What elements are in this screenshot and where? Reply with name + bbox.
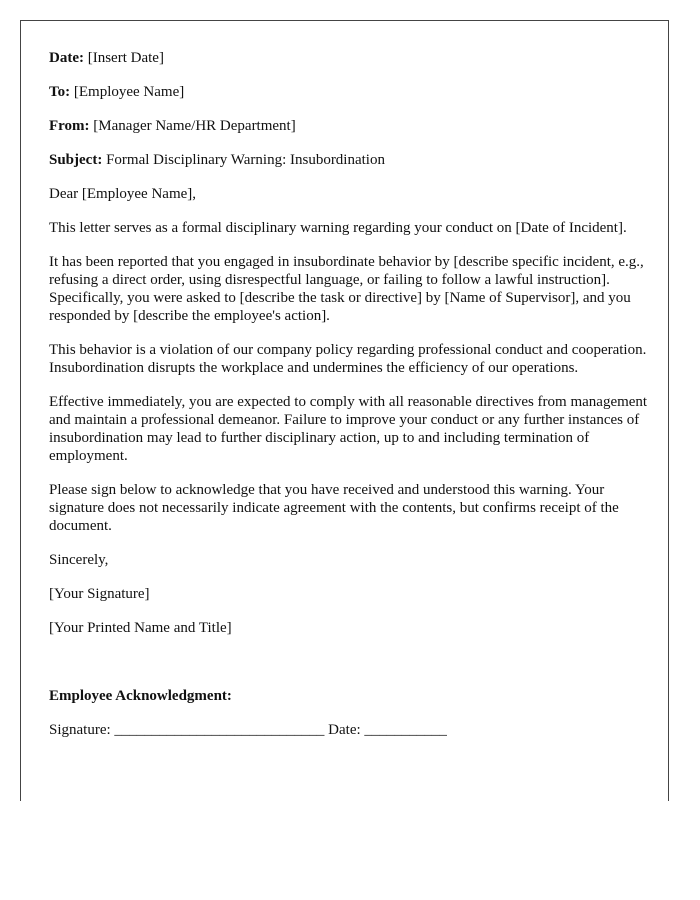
letter-page: [20, 20, 669, 801]
body-paragraph: Effective immediately, you are expected to comply with all reasonable directives from management and maintain a professional demeanor. Failure to improve your conduct or any further instances of insubordination may lead to further disciplinary action, up to and including termination of employment.: [49, 394, 648, 464]
printed-name: [Your Printed Name and Title]: [49, 620, 232, 636]
date-label: Date:: [49, 50, 84, 66]
from-line: [49, 117, 648, 135]
date-value: [Insert Date]: [87, 50, 164, 66]
signature-label: Signature:: [49, 722, 111, 738]
subject-line: [49, 151, 648, 169]
body-paragraph: Please sign below to acknowledge that you have received and understood this warning. Your signature does not necessarily indicate agreement with the contents, but confirms receipt of the document.: [49, 482, 619, 534]
subject-value: Formal Disciplinary Warning: Insubordination: [106, 152, 385, 168]
closing: Sincerely,: [49, 552, 109, 568]
acknowledgment-heading-text: Employee Acknowledgment:: [49, 688, 232, 704]
to-line: [49, 83, 648, 101]
body-paragraph: This behavior is a violation of our company policy regarding professional conduct and cooperation. Insubordination disrupts the workplace and undermines the efficiency of our operations.: [49, 342, 647, 376]
acknowledgment-heading: [49, 687, 648, 705]
body-paragraph: This letter serves as a formal disciplinary warning regarding your conduct on [Date of Incident].: [49, 220, 627, 236]
acknowledgment-line: [49, 721, 648, 739]
signature: [Your Signature]: [49, 586, 150, 602]
from-label: From:: [49, 118, 90, 134]
date-blank: ___________: [364, 722, 447, 738]
date-line: [49, 49, 648, 67]
ack-date-label: Date:: [328, 722, 361, 738]
salutation: Dear [Employee Name],: [49, 186, 197, 202]
body-paragraph: It has been reported that you engaged in insubordinate behavior by [describe specific incident, e.g., refusing a direct order, using disrespectful language, or failing to follow a lawful instruction]. Specifically, you were asked to [describe the task or directive] by [Name of Supervisor], and you responded by [describe the employee's action].: [49, 254, 644, 324]
signature-blank: ____________________________: [114, 722, 325, 738]
to-value: [Employee Name]: [73, 84, 185, 100]
subject-label: Subject:: [49, 152, 103, 168]
to-label: To:: [49, 84, 71, 100]
from-value: [Manager Name/HR Department]: [93, 118, 296, 134]
